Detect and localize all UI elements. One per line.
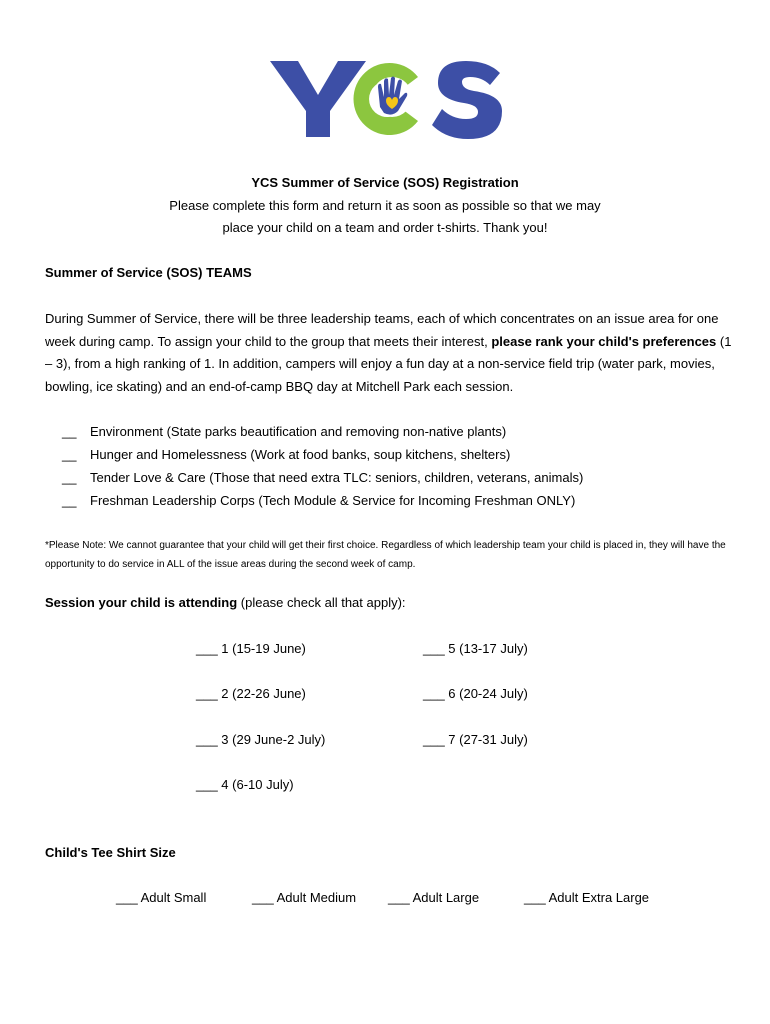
tshirt-option-large[interactable]: ___ Adult Large <box>388 890 480 905</box>
session-option-2[interactable]: ___ 2 (22-26 June) <box>196 686 306 701</box>
team-label: Freshman Leadership Corps (Tech Module & Service for Incoming Freshman ONLY) <box>90 493 576 508</box>
rank-blank[interactable]: __ <box>62 424 77 439</box>
rank-blank[interactable]: __ <box>62 470 77 485</box>
team-option-hunger[interactable] <box>62 447 510 462</box>
tshirt-option-medium[interactable]: ___ Adult Medium <box>252 890 357 905</box>
teams-description <box>45 308 735 399</box>
session-heading-bold: Session your child is attending <box>45 595 238 610</box>
form-title: YCS Summer of Service (SOS) Registration <box>251 175 519 190</box>
tshirt-heading: Child's Tee Shirt Size <box>45 845 176 860</box>
rank-instruction: please rank your child's preferences <box>491 333 717 349</box>
session-option-5[interactable]: ___ 5 (13-17 July) <box>423 641 528 656</box>
teams-description-part2: (1 – 3), from a high ranking of 1. In addition, campers will enjoy a fun day at a non-service field trip (water park, movies, bowling, ice skating) and an end-of-camp BBQ day at Mitchell Park each session. <box>45 333 732 395</box>
team-option-tlc[interactable] <box>62 470 583 485</box>
intro-line-2: place your child on a team and order t-shirts. Thank you! <box>222 220 548 235</box>
team-label: Tender Love & Care (Those that need extra TLC: seniors, children, veterans, animals) <box>90 470 584 485</box>
rank-blank[interactable]: __ <box>62 493 77 508</box>
teams-heading: Summer of Service (SOS) TEAMS <box>45 265 252 280</box>
teams-description-part1: During Summer of Service, there will be three leadership teams, each of which concentrates on an issue area for one week during camp. To assign your child to the group that meets their interest, <box>45 311 719 349</box>
team-option-environment[interactable] <box>62 424 506 439</box>
session-heading <box>45 595 406 610</box>
rank-blank[interactable]: __ <box>62 447 77 462</box>
session-option-4[interactable]: ___ 4 (6-10 July) <box>196 777 294 792</box>
logo-letter-y <box>270 61 366 137</box>
logo-letter-s <box>432 61 502 139</box>
tshirt-option-extra-large[interactable]: ___ Adult Extra Large <box>524 890 650 905</box>
intro-line-1: Please complete this form and return it as soon as possible so that we may <box>169 198 601 213</box>
session-option-6[interactable]: ___ 6 (20-24 July) <box>423 686 528 701</box>
session-heading-rest: (please check all that apply): <box>237 595 406 610</box>
session-option-3[interactable]: ___ 3 (29 June-2 July) <box>196 732 326 747</box>
team-label: Environment (State parks beautification and removing non-native plants) <box>90 424 507 439</box>
team-label: Hunger and Homelessness (Work at food banks, soup kitchens, shelters) <box>90 447 511 462</box>
session-option-1[interactable]: ___ 1 (15-19 June) <box>196 641 306 656</box>
ycs-logo <box>268 55 504 141</box>
session-option-7[interactable]: ___ 7 (27-31 July) <box>423 732 528 747</box>
team-option-freshman[interactable] <box>62 493 575 508</box>
tshirt-option-small[interactable]: ___ Adult Small <box>116 890 207 905</box>
placement-note: *Please Note: We cannot guarantee that your child will get their first choice. Regardless of which leadership team your child is placed in, they will have the opportunity to do service in ALL of the issue areas during the second week of camp. <box>45 540 726 570</box>
